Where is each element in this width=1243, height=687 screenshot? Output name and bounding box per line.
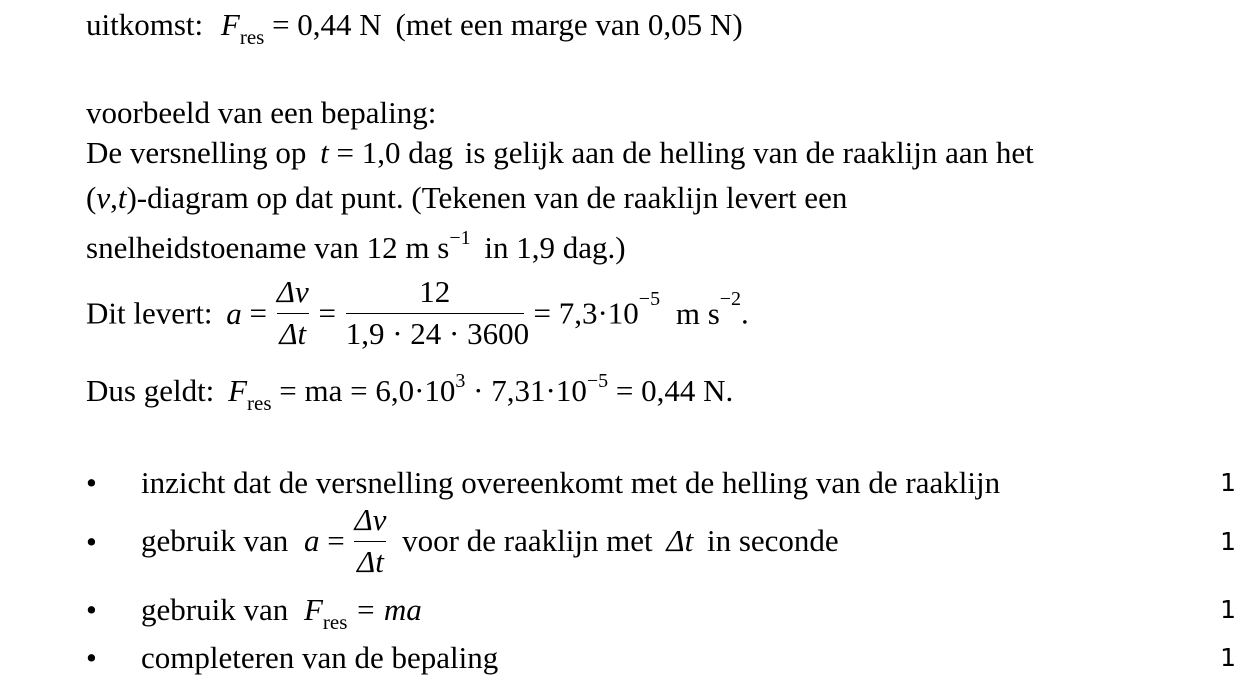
fraction-denominator: Δt	[279, 316, 307, 352]
scoring-item	[86, 465, 1236, 505]
paragraph-text: is gelijk aan de helling van de raaklijn aan het	[464, 135, 1034, 170]
scoring-text-part: gebruik van	[141, 592, 289, 627]
exponent: −1	[449, 227, 471, 249]
scoring-text-part: voor de raaklijn met	[402, 523, 653, 559]
bullet-icon: •	[86, 465, 97, 500]
mass-value: 6,0·10	[375, 373, 456, 408]
exponent: 3	[455, 370, 466, 392]
equals-sign: =	[318, 295, 336, 331]
force-subscript: res	[239, 25, 265, 49]
fraction-numerator: Δv	[276, 274, 309, 309]
score-value: 1	[1220, 527, 1236, 556]
bullet-icon: •	[86, 524, 97, 559]
dit-levert-label: Dit levert:	[86, 295, 213, 331]
time-value: = 1,0 dag	[336, 135, 454, 170]
exponent: −5	[638, 288, 661, 311]
equals-sign: =	[249, 295, 268, 331]
time-symbol: t	[320, 135, 329, 170]
scoring-text-part: in seconde	[706, 523, 839, 559]
force-symbol: F	[228, 373, 247, 408]
dit-levert-line	[86, 275, 749, 351]
unit: m s	[675, 295, 720, 331]
equation-ma: = ma	[355, 592, 422, 627]
uitkomst-label: uitkomst:	[86, 7, 204, 42]
period: .	[741, 295, 749, 331]
scoring-text	[141, 503, 839, 579]
paragraph-text: snelheidstoename van 12 m s	[86, 230, 450, 265]
fraction-bar	[346, 313, 524, 314]
fraction-bar	[354, 541, 386, 542]
fraction-denominator: 1,9 · 24 · 3600	[345, 316, 530, 352]
scoring-item	[86, 592, 1236, 632]
fraction-numerator: 12	[419, 274, 451, 309]
velocity-symbol: v	[96, 180, 111, 215]
score-value: 1	[1220, 643, 1236, 672]
uitkomst-line	[86, 7, 743, 49]
voorbeeld-heading: voorbeeld van een bepaling:	[86, 95, 437, 130]
fraction-dv-dt	[277, 275, 309, 351]
time-symbol: t	[117, 180, 127, 215]
equation-ma: = ma =	[279, 373, 368, 408]
paragraph-line-1	[86, 137, 1034, 168]
scoring-text: inzicht dat de versnelling overeenkomt met de helling van de raaklijn	[141, 465, 1001, 500]
paragraph-text: )-diagram op dat punt. (Tekenen van de raaklijn levert een	[126, 180, 848, 215]
dus-geldt-label: Dus geldt:	[86, 373, 215, 408]
exponent: −2	[719, 288, 742, 311]
scoring-item	[86, 503, 1236, 581]
paragraph-line-2	[86, 182, 847, 213]
exponent: −5	[586, 370, 609, 392]
fraction-dv-dt	[354, 503, 386, 579]
fraction-denominator: Δt	[357, 544, 384, 580]
equals-sign: =	[327, 523, 345, 559]
delta-t-symbol: Δt	[666, 523, 694, 559]
fraction-numeric	[345, 274, 530, 352]
acceleration-symbol: a	[226, 295, 242, 331]
scoring-item	[86, 640, 1236, 680]
scoring-text: completeren van de bepaling	[141, 640, 499, 675]
bullet-icon: •	[86, 592, 97, 627]
paragraph-text: De versnelling op	[86, 135, 307, 170]
acceleration-result: = 7,3·10	[533, 295, 639, 331]
dus-geldt-line	[86, 370, 734, 415]
force-subscript: res	[247, 391, 272, 415]
bullet-icon: •	[86, 640, 97, 675]
margin-note: (met een marge van 0,05 N)	[395, 7, 743, 42]
acceleration-symbol: a	[303, 523, 320, 559]
score-value: 1	[1220, 595, 1236, 624]
force-result: = 0,44 N.	[615, 373, 734, 408]
force-subscript: res	[322, 610, 348, 634]
comma: ,	[110, 180, 118, 215]
force-symbol: F	[303, 592, 323, 627]
fraction-numerator: Δv	[354, 502, 387, 537]
scoring-text	[141, 592, 422, 634]
paren: (	[86, 180, 97, 215]
scoring-text-part: gebruik van	[141, 523, 289, 559]
acceleration-value: · 7,31·10	[473, 373, 587, 408]
paragraph-text: in 1,9 dag.)	[484, 230, 626, 265]
force-symbol: F	[220, 7, 240, 42]
score-value: 1	[1220, 468, 1236, 497]
paragraph-line-3	[86, 227, 626, 265]
fraction-bar	[277, 313, 309, 314]
uitkomst-equation: = 0,44 N	[272, 7, 382, 42]
